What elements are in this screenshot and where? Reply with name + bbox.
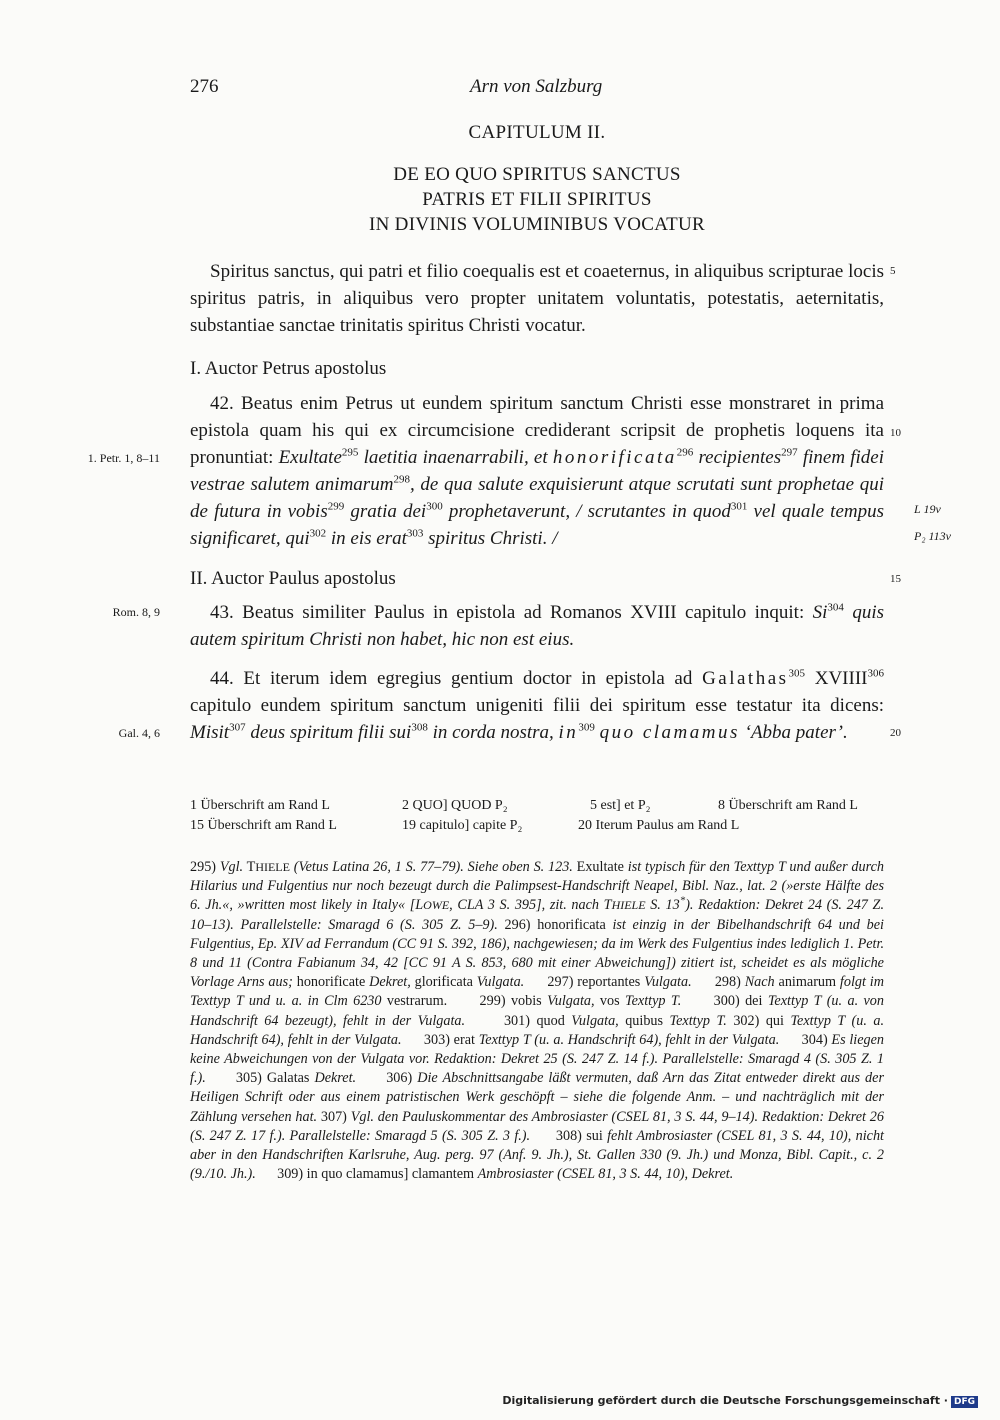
chapter-subtitle-3: IN DIVINIS VOLUMINIBUS VOCATUR [368, 214, 706, 235]
chapter-subtitle-2: PATRIS ET FILII SPIRITUS [422, 189, 652, 210]
chapter-title: CAPITULUM II. [468, 122, 606, 143]
dfg-logo: DFG [951, 1396, 978, 1408]
apparatus [190, 796, 890, 836]
line-number-5: 5 [890, 265, 896, 277]
line-number-10: 10 [890, 427, 901, 439]
apparatus-entry: 15 Überschrift am Rand L [190, 818, 337, 833]
margin-ref-l19v: L 19v [914, 502, 941, 516]
margin-ref-rom: Rom. 8, 9 [112, 605, 160, 619]
apparatus-entry: 2 QUO] QUOD P₂ [402, 798, 508, 813]
apparatus-row-2 [190, 816, 890, 836]
apparatus-entry: 19 capitulo] capite P₂ [402, 818, 523, 833]
footer-text: Digitalisierung gefördert durch die Deutsche Forschungsgemeinschaft · [502, 1394, 948, 1407]
paragraph-43: 43. Beatus similiter Paulus in epistola ad Romanos XVIII capitulo inquit: Si$^{304}$ quis autem spiritum Christi non habet, hic non est eius. [190, 601, 885, 650]
running-head: Arn von Salzburg [470, 76, 603, 97]
digitization-footer [502, 1394, 978, 1408]
footnotes: 295) Vgl. THIELE (Vetus Latina 26, 1 S. 77–79). Siehe oben S. 123. Exultate ist typisch für den Texttyp T und außer durch Hilarius und Fulgentius nur noch bezeugt durch die Palimpsest-Handschrift Neapel, Bibl. Naz., lat. 2 (»erste Hälfte des 6. Jh.«, »written most likely in Italy« [LOWE, CLA 3 S. 395], zit. nach THIELE S. 13*). Redaktion: Dekret 24 (S. 247 Z. 10–13). Parallelstelle: Smaragd 6 (S. 305 Z. 5–9). 296) honorificata ist einzig in der Bibelhandschrift 64 und bei Fulgentius, Ep. XIV ad Ferrandum (CC 91 S. 392, 186), nachgewiesen; da im Werk des Fulgentius indes lediglich 1. Petr. 8 und 11 (Contra Fabianum 34, 42 [CC 91 A S. 853, 680 mit einer Abweichung]) zitiert ist, scheidet es als mögliche Vorlage Arns aus; honorificate Dekret, glorificata Vulgata. 297) reportantes Vulgata. 298) Nach animarum folgt im Texttyp T und u. a. in Clm 6230 vestrarum. 299) vobis Vulgata, vos Texttyp T. 300) dei Texttyp T (u. a. von Handschrift 64 bezeugt), fehlt in der Vulgata. 301) quod Vulgata, quibus Texttyp T. 302) qui Texttyp T (u. a. Handschrift 64), fehlt in der Vulgata. 303) erat Texttyp T (u. a. Handschrift 64), fehlt in der Vulgata. 304) Es liegen keine Abweichungen von der Vulgata vor. Redaktion: Dekret 25 (S. 247 Z. 14 f.). Parallelstelle: Smaragd 4 (S. 305 Z. 1 f.). 305) Galatas Dekret. 306) Die Abschnittsangabe läßt vermuten, daß Arn das Zitat entweder direkt aus der Heiligen Schrift oder aus einem patristischen Werk geschöpft – siehe die folgende Anm. – und nachträglich mit der Zählung versehen hat. 307) Vgl. den Pauluskommentar des Ambrosiaster (CSEL 81, 3 S. 44, 9–14). Redaktion: Dekret 26 (S. 247 Z. 17 f.). Parallelstelle: Smaragd 5 (S. 305 Z. 3 f.). 308) sui fehlt Ambrosiaster (CSEL 81, 3 S. 44, 10), nicht aber in den Handschriften Karlsruhe, Aug. perg. 97 (Anf. 9. Jh.), St. Gallen 330 (9. Jh.) und Monza, Bibl. Capit., c. 2 (9./10. Jh.). 309) in quo clamamus] clamantem Ambrosiaster (CSEL 81, 3 S. 44, 10), Dekret. [190, 859, 885, 1183]
intro-paragraph: Spiritus sanctus, qui patri et filio coequalis est et coaeternus, in aliquibus scripturae locis spiritus patris, in aliquibus vero propter unitatem voluntatis, potestatis, aeternitatis, substantiae sanctae trinitatis spiritus Christi vocatur. [190, 261, 884, 336]
margin-ref-p2: P₂ 113v [914, 529, 951, 543]
apparatus-entry: 8 Überschrift am Rand L [718, 798, 858, 813]
paragraph-44: 44. Et iterum idem egregius gentium doctor in epistola ad Galathas$^{305}$ XVIIII$^{306}$ capitulo eundem spiritum sanctum unigeniti filii dei spiritum esse testatur ita dicens: Misit$^{307}$ deus spiritum filii sui$^{308}$ in corda nostra, $in^{309}$ quo clamamus ‘Abba pater’. [190, 667, 884, 743]
paragraph-42: 42. Beatus enim Petrus ut eundem spiritum sanctum Christi esse monstraret in prima epistola quam his qui ex circumcisione crediderant scripsit de prophetis loquens ita pronuntiat: Exultate$^{295}$ laetitia inaenarrabili, et honorificata$^{296}$ recipientes$^{297}$ finem fidei vestrae salutem animarum$^{298}$, de qua salute exquisierunt atque scrutati sunt prophetae qui de futura in vobis$^{299}$ gratia dei$^{300}$ prophetaverunt, / scrutantes in quod$^{301}$ vel quale tempus significaret, qui$^{302}$ in eis erat$^{303}$ spiritus Christi. / [190, 393, 885, 549]
section-heading-2: II. Auctor Paulus apostolus [190, 568, 396, 589]
margin-ref-gal: Gal. 4, 6 [118, 726, 160, 740]
page-number: 276 [190, 76, 219, 97]
apparatus-entry: 5 est] et P₂ [590, 798, 651, 813]
apparatus-entry: 20 Iterum Paulus am Rand L [578, 818, 740, 833]
chapter-subtitle-1: DE EO QUO SPIRITUS SANCTUS [393, 164, 681, 185]
section-heading-1: I. Auctor Petrus apostolus [190, 358, 387, 379]
margin-ref-petr: 1. Petr. 1, 8–11 [87, 451, 160, 465]
apparatus-row-1 [190, 796, 890, 816]
line-number-15: 15 [890, 573, 901, 585]
line-number-20: 20 [890, 727, 901, 739]
apparatus-entry: 1 Überschrift am Rand L [190, 798, 330, 813]
